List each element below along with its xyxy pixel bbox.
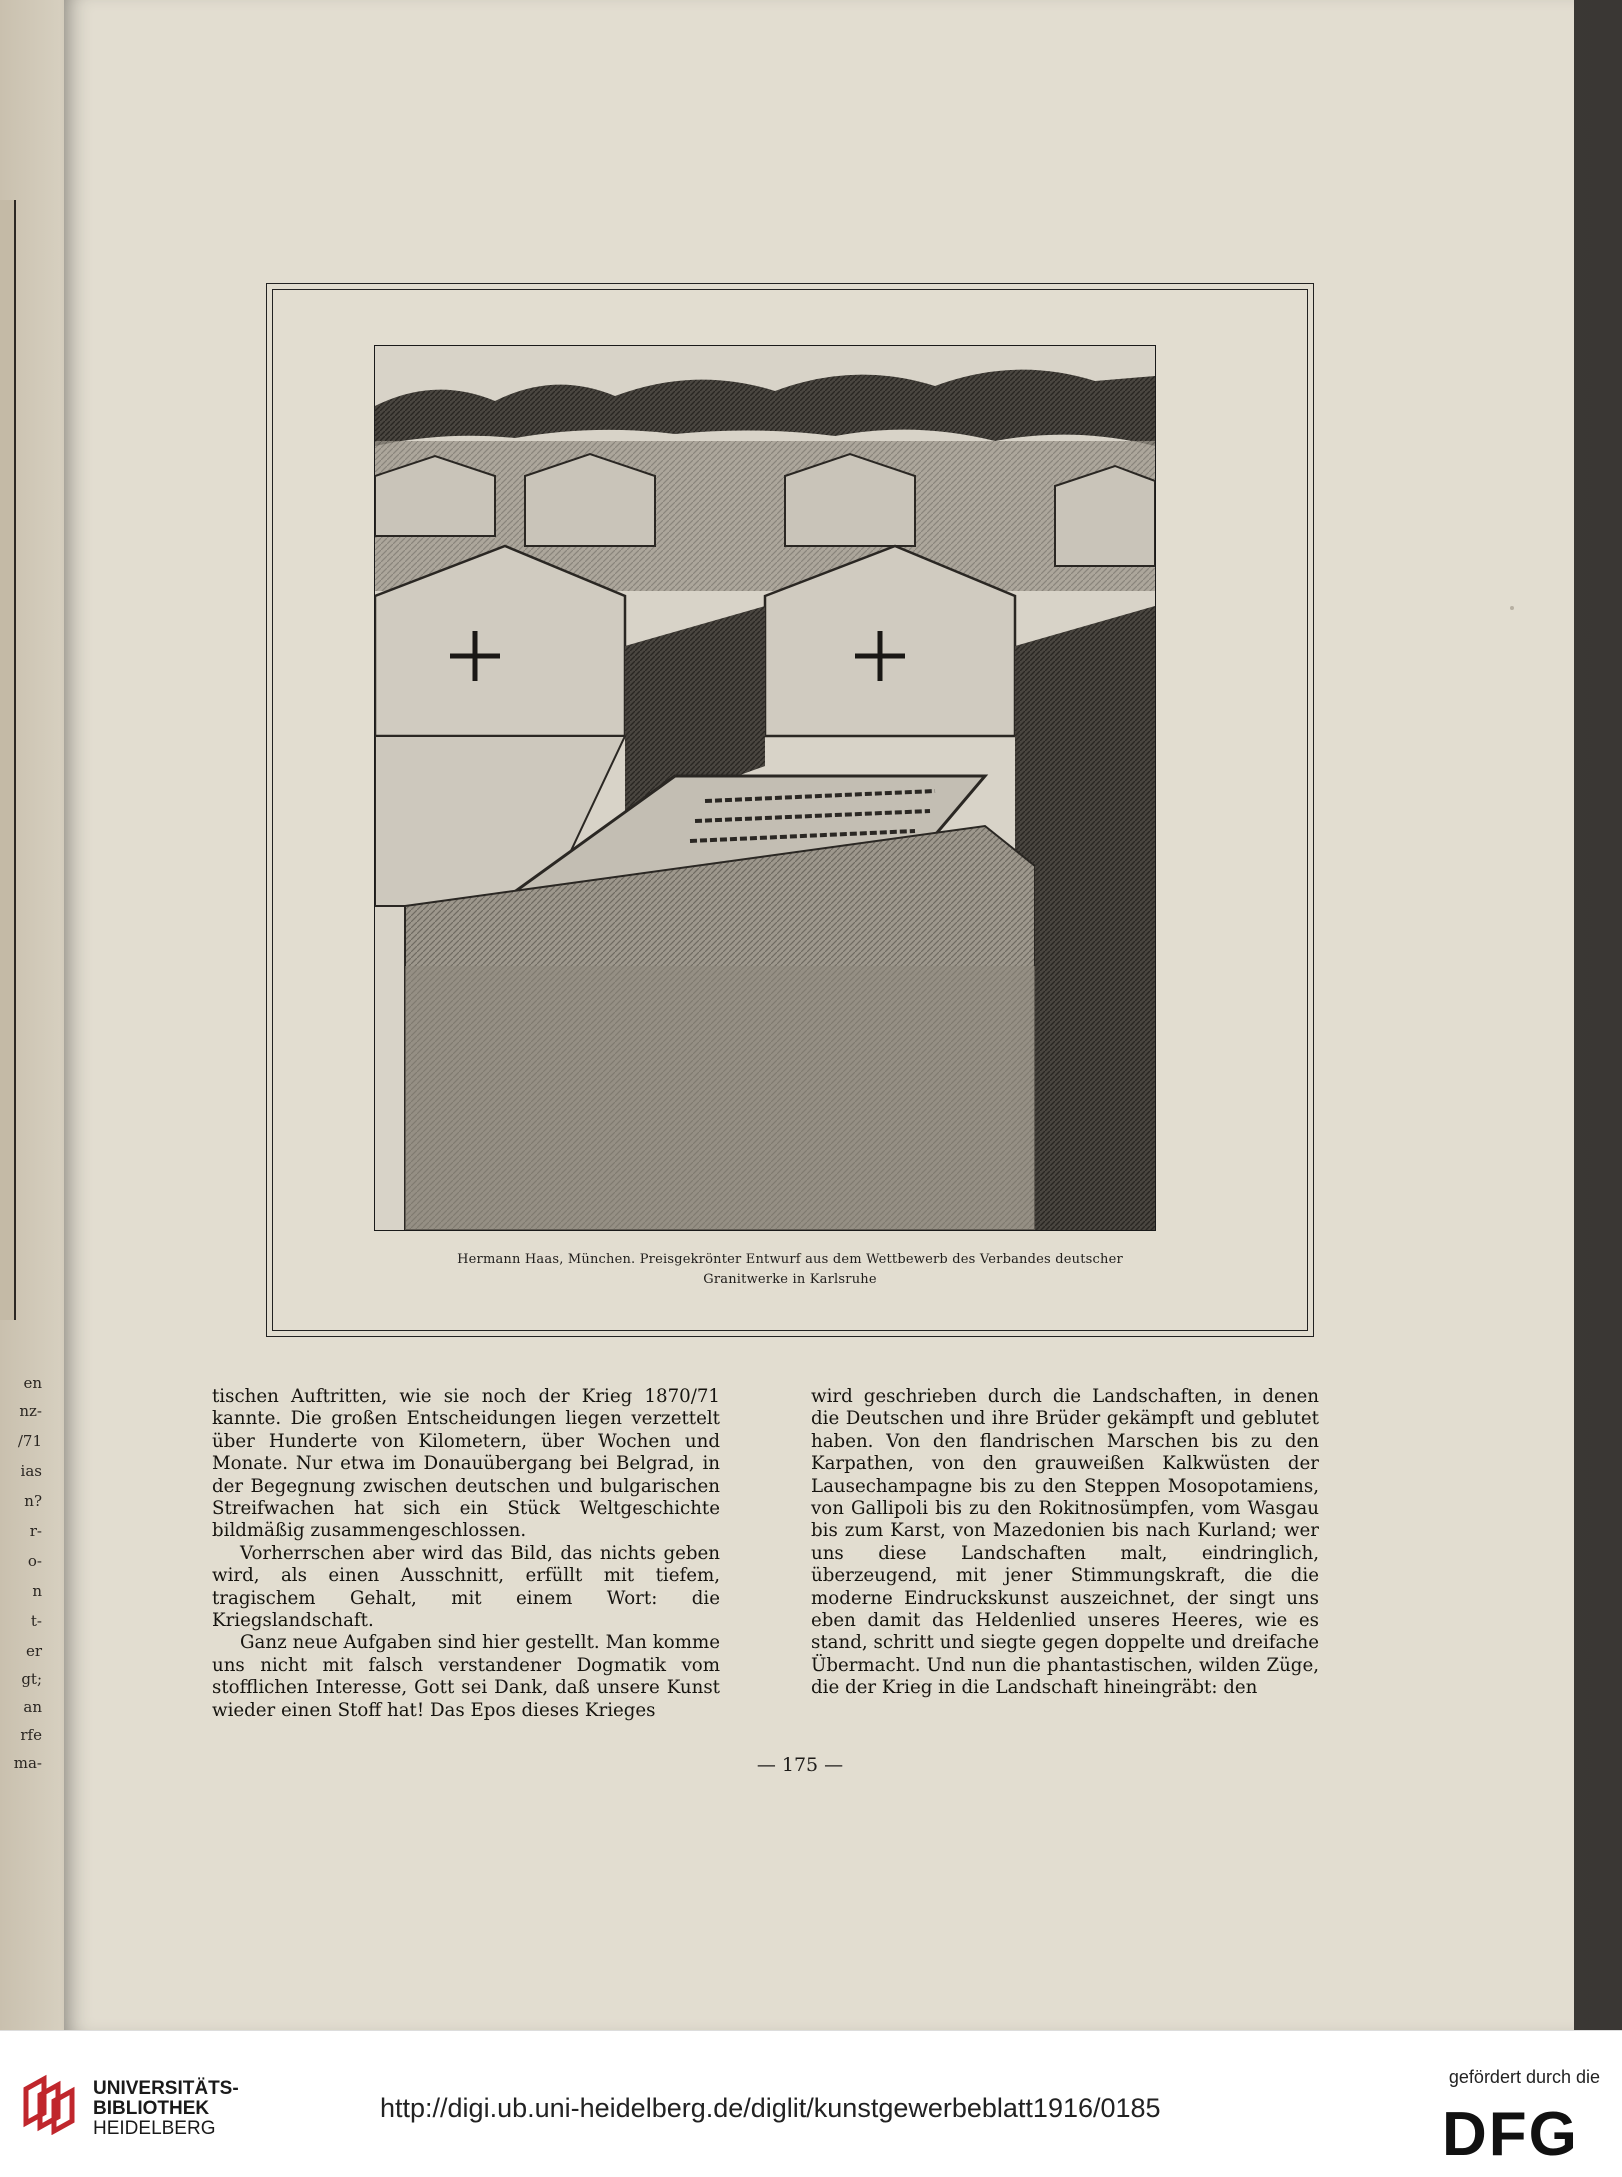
margin-fragment: t-: [30, 1612, 42, 1630]
margin-fragment: nz-: [19, 1402, 42, 1420]
gravestone-illustration-icon: [374, 345, 1156, 1231]
margin-fragment: en: [23, 1374, 42, 1392]
margin-fragment: ma-: [13, 1754, 42, 1772]
paper-speck: [1510, 606, 1514, 610]
margin-fragment: n: [32, 1582, 42, 1600]
illustration-drawing: [375, 346, 1155, 1230]
caption-line: Granitwerke in Karlsruhe: [703, 1272, 877, 1287]
margin-fragment: n?: [24, 1492, 42, 1510]
margin-fragment: er: [25, 1642, 42, 1660]
margin-fragment: rfe: [20, 1726, 42, 1744]
paragraph: wird geschrieben durch die Landschaften, in denen die Deutschen und ihre Brüder gekämpft und geblutet haben. Von den flandrischen Marschen bis zu den Karpathen, von den grauweißen Kalkwüsten der Lausechampagne bis zu den Steppen Mosopotamiens, von Gallipoli bis zu den Rokitnosümpfen, vom Wasgau bis zum Karst, von Mazedonien bis nach Kurland; wer uns diese Landschaften malt, eindringlich, überzeugend, mit jener Stimmungskraft, die die moderne Eindruckskunst auszeichnet, der singt uns eben damit das Heldenlied unseres Heeres, wie es stand, schritt und siegte gegen doppelte und dreifache Übermacht. Und nun die phantastischen, wilden Züge, die der Krieg in die Landschaft hineingräbt: den: [811, 1386, 1319, 1699]
dfg-logo[interactable]: DFG: [1442, 2100, 1579, 2169]
caption-line: Hermann Haas, München. Preisgekrönter Entwurf aus dem Wettbewerb des Verbandes deutscher: [457, 1252, 1123, 1267]
margin-fragment: ias: [20, 1462, 42, 1480]
library-logo-icon: [18, 2071, 82, 2135]
text-column-left: [212, 1386, 720, 1722]
library-name-line: HEIDELBERG: [93, 2118, 216, 2139]
margin-fragment: /71: [17, 1432, 42, 1450]
paragraph: Ganz neue Aufgaben sind hier gestellt. Man komme uns nicht mit falsch verstandener Dogmatik vom stofflichen Interesse, Gott sei Dank, daß unsere Kunst wieder einen Stoff hat! Das Epos dieses Krieges: [212, 1632, 720, 1721]
figure-caption: [290, 1250, 1290, 1290]
paragraph: Vorherrschen aber wird das Bild, das nichts geben wird, als einen Ausschnitt, erfüllt mit tiefem, tragischem Gehalt, mit einem Wort: die Kriegslandschaft.: [212, 1542, 720, 1632]
funder-label: gefördert durch die: [1448, 2067, 1600, 2087]
library-name[interactable]: [93, 2079, 239, 2139]
viewer-footer: [0, 2030, 1622, 2177]
margin-fragment: gt;: [21, 1670, 42, 1688]
margin-fragment: an: [23, 1698, 42, 1716]
permalink-url[interactable]: http://digi.ub.uni-heidelberg.de/diglit/kunstgewerbeblatt1916/0185: [380, 2093, 1161, 2123]
library-name-line: BIBLIOTHEK: [93, 2098, 210, 2119]
left-page-inset-strip: [0, 200, 16, 1320]
text-column-right: [811, 1386, 1319, 1700]
margin-fragment: r-: [29, 1522, 42, 1540]
page-number: — 175 —: [756, 1754, 844, 1776]
paragraph: tischen Auftritten, wie sie noch der Krieg 1870/71 kannte. Die großen Entscheidungen liegen verzettelt über Hunderte von Kilometern, über Wochen und Monate. Nur etwa im Donauübergang bei Belgrad, in der Begegnung zwischen deutschen und bulgarischen Streifwachen hat sich ein Stück Weltgeschichte bildmäßig zusammengeschlossen.: [212, 1386, 720, 1542]
library-name-line: UNIVERSITÄTS-: [93, 2078, 239, 2099]
margin-fragment: o-: [27, 1552, 42, 1570]
